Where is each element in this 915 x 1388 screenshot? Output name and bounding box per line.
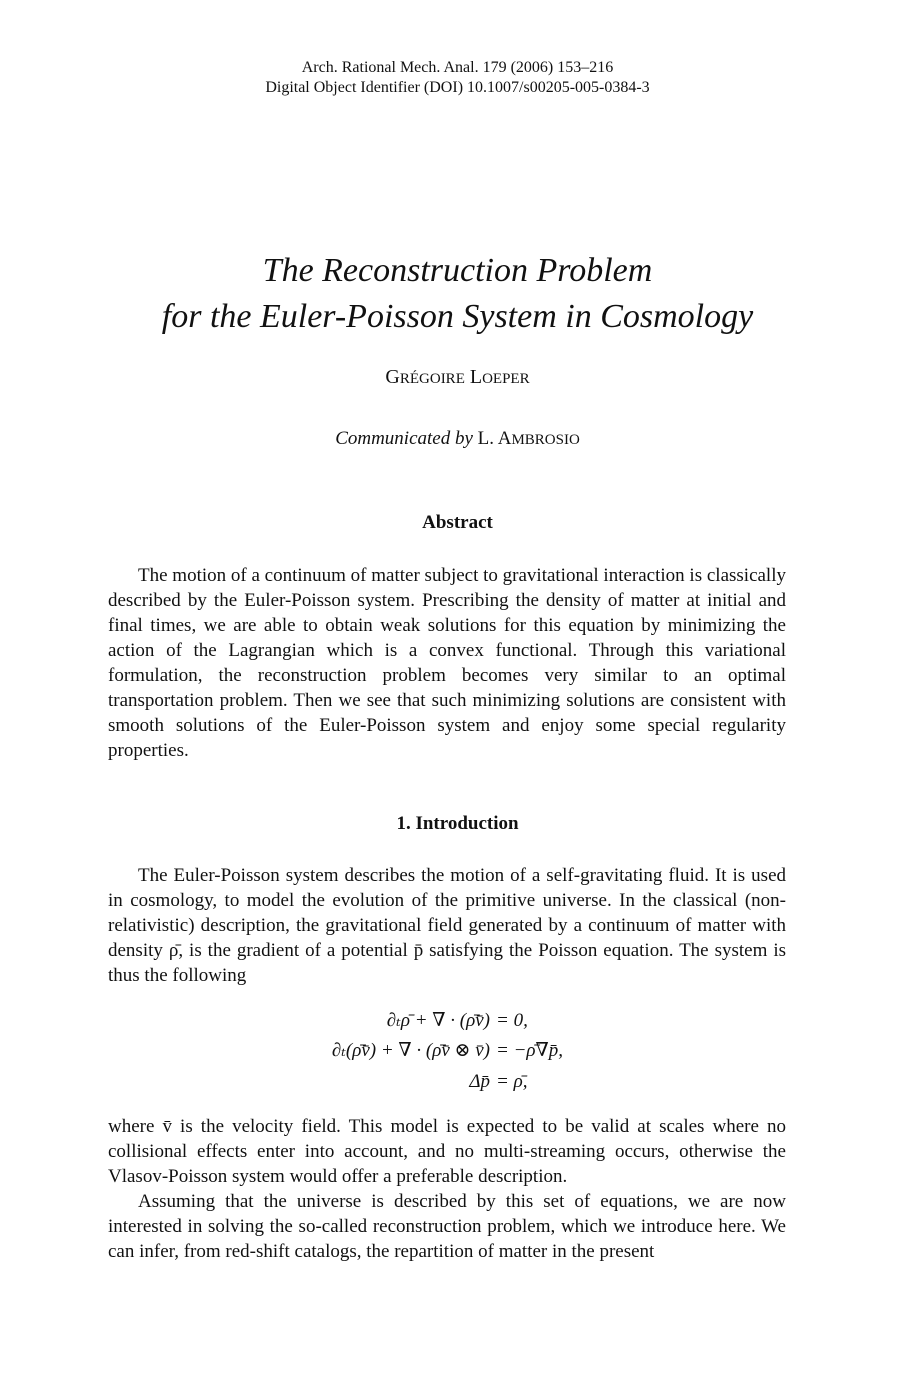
intro-paragraph-2: where v̄ is the velocity field. This model is expected to be valid at scales where no collisional effects enter into account, and no multi-streaming occurs, otherwise the Vlasov-Poisson system would offer a preferable description. [108, 1116, 786, 1187]
author-first-rest: RÉGOIRE [399, 371, 465, 387]
intro-paragraph-3: Assuming that the universe is described by this set of equations, we are now interested in solving the so-called reconstruction problem, which we introduce here. We can infer, from red-shift catalogs, the repartition of matter in the present [108, 1191, 786, 1262]
communicated-prefix: Communicated by [335, 428, 473, 449]
author-last-rest: OEPER [482, 371, 530, 387]
equation-line [0, 1037, 915, 1065]
equation-lhs: Δp̄ [469, 1071, 490, 1092]
communicator-initial: L. A [477, 428, 512, 449]
equation-lhs: ∂ₜ(ρ̄v̄) + ∇ · (ρ̄v̄ ⊗ v̄) [331, 1040, 490, 1061]
equation-rhs: = 0, [496, 1010, 528, 1031]
author-last-initial: L [469, 366, 483, 388]
author-first-initial: G [385, 366, 400, 388]
equation-rhs: = −ρ̄∇p̄, [496, 1040, 564, 1061]
journal-citation: Arch. Rational Mech. Anal. 179 (2006) 153–216 [301, 59, 614, 76]
journal-header [0, 58, 915, 98]
equation-line [0, 1007, 915, 1035]
communicator-rest: MBROSIO [511, 432, 580, 448]
equation-line [0, 1068, 915, 1096]
journal-doi: Digital Object Identifier (DOI) 10.1007/s00205-005-0384-3 [265, 79, 650, 96]
abstract-heading: Abstract [422, 512, 493, 533]
title-line-1: The Reconstruction Problem [262, 252, 653, 289]
abstract-text: The motion of a continuum of matter subject to gravitational interaction is classically described by the Euler-Poisson system. Prescribing the density of matter at initial and final times, we are able to obtain weak solutions for this equation by minimizing the action of the Lagrangian which is a convex functional. Through this variational formulation, the reconstruction problem becomes very similar to an optimal transportation problem. Then we see that such minimizing solutions are consistent with smooth solutions of the Euler-Poisson system and enjoy some special regularity properties. [108, 565, 786, 761]
introduction-heading: 1. Introduction [396, 813, 519, 834]
paper-title [0, 248, 915, 340]
communicated-by [0, 428, 915, 450]
title-line-2: for the Euler-Poisson System in Cosmology [161, 298, 754, 335]
author-name [0, 366, 915, 389]
equation-lhs: ∂ₜρ̄ + ∇ · (ρ̄v̄) [386, 1010, 490, 1031]
equation-rhs: = ρ̄, [496, 1071, 528, 1092]
intro-paragraph-1: The Euler-Poisson system describes the motion of a self-gravitating fluid. It is used in cosmology, to model the evolution of the primitive universe. In the classical (non-relativistic) description, the gravitational field generated by a continuum of matter with density ρ̄, is the gradient of a potential p̄ satisfying the Poisson equation. The system is thus the following [108, 865, 786, 986]
